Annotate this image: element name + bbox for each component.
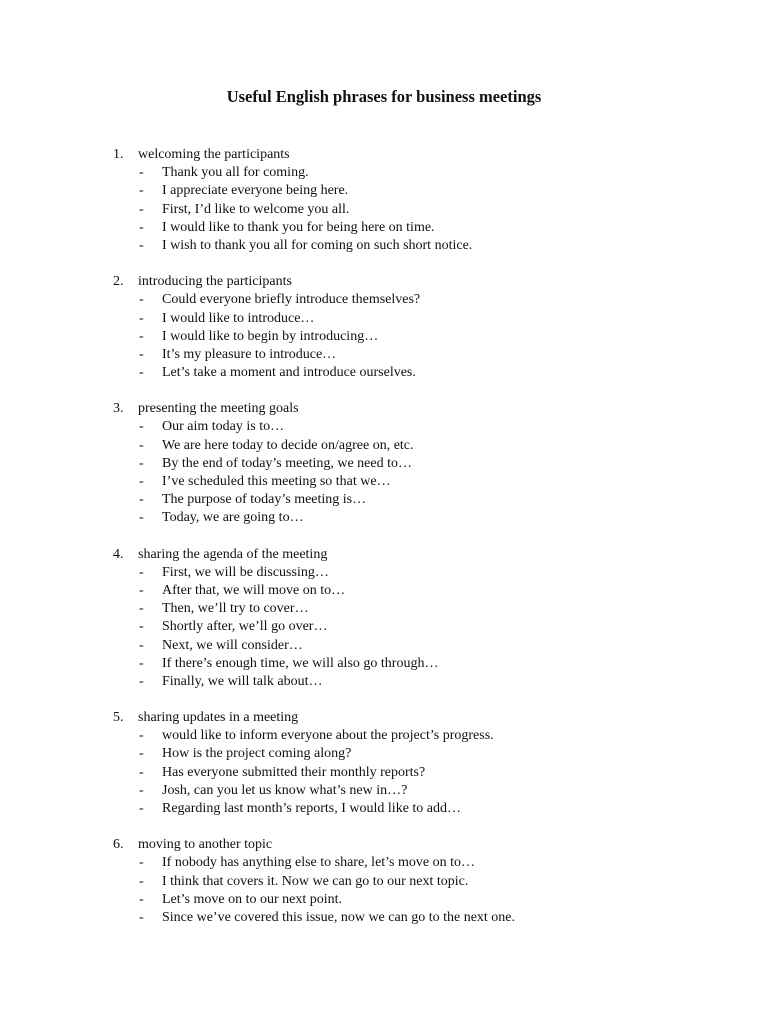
phrase-section [113, 273, 713, 382]
section-heading-row [113, 546, 713, 564]
list-item [113, 473, 713, 491]
bullet-dash: - [139, 310, 144, 326]
phrase-sections [113, 146, 713, 945]
list-item [113, 509, 713, 527]
phrase-text: I appreciate everyone being here. [162, 183, 349, 199]
bullet-dash: - [139, 673, 144, 689]
list-item [113, 291, 713, 309]
list-item [113, 437, 713, 455]
list-item [113, 618, 713, 636]
list-item [113, 310, 713, 328]
phrase-text: Then, we’ll try to cover… [162, 601, 309, 617]
phrase-text: I’ve scheduled this meeting so that we… [162, 474, 391, 489]
list-item [113, 764, 713, 782]
list-item [113, 655, 713, 673]
phrase-text: The purpose of today’s meeting is… [162, 492, 367, 508]
list-item [113, 891, 713, 909]
bullet-dash: - [139, 455, 144, 471]
phrase-section [113, 146, 713, 255]
bullet-dash: - [139, 365, 144, 381]
section-heading: presenting the meeting goals [138, 401, 299, 417]
phrase-list [113, 854, 713, 927]
bullet-dash: - [139, 619, 144, 635]
phrase-text: By the end of today’s meeting, we need to… [162, 455, 412, 471]
bullet-dash: - [139, 801, 144, 816]
list-item [113, 600, 713, 618]
list-item [113, 800, 713, 818]
section-heading: welcoming the participants [138, 147, 290, 162]
phrase-text: Josh, can you let us know what’s new in…? [162, 782, 408, 798]
bullet-dash: - [139, 782, 144, 798]
bullet-dash: - [139, 601, 144, 617]
phrase-text: I would like to begin by introducing… [162, 328, 379, 344]
phrase-section [113, 546, 713, 692]
section-heading-row [113, 273, 713, 291]
bullet-dash: - [139, 909, 144, 925]
phrase-text: I think that covers it. Now we can go to our next topic. [162, 873, 469, 889]
phrase-text: Thank you all for coming. [162, 165, 309, 181]
list-item [113, 237, 713, 255]
bullet-dash: - [139, 346, 144, 362]
list-item [113, 491, 713, 509]
bullet-dash: - [139, 637, 144, 653]
phrase-text: How is the project coming along? [162, 746, 352, 762]
list-item [113, 455, 713, 473]
section-heading: moving to another topic [138, 837, 273, 853]
bullet-dash: - [139, 474, 144, 489]
bullet-dash: - [139, 764, 144, 780]
list-item [113, 637, 713, 655]
phrase-text: Regarding last month’s reports, I would like to add… [162, 801, 462, 816]
phrase-text: If nobody has anything else to share, let’s move on to… [162, 855, 475, 871]
bullet-dash: - [139, 582, 144, 598]
section-heading: sharing the agenda of the meeting [138, 546, 328, 562]
phrase-text: Today, we are going to… [162, 510, 304, 526]
phrase-list [113, 727, 713, 818]
phrase-text: Has everyone submitted their monthly reports? [162, 764, 426, 780]
phrase-text: Our aim today is to… [162, 419, 285, 435]
section-number: 5. [113, 710, 124, 726]
phrase-section [113, 836, 713, 927]
list-item [113, 364, 713, 382]
section-heading-row [113, 709, 713, 727]
list-item [113, 418, 713, 436]
bullet-dash: - [139, 873, 144, 889]
section-number: 4. [113, 546, 124, 562]
list-item [113, 164, 713, 182]
phrase-list [113, 291, 713, 382]
bullet-dash: - [139, 492, 144, 508]
bullet-dash: - [139, 728, 144, 744]
section-heading-row [113, 400, 713, 418]
section-heading-row [113, 836, 713, 854]
list-item [113, 564, 713, 582]
phrase-text: I would like to introduce… [162, 310, 315, 326]
list-item [113, 873, 713, 891]
phrase-text: Could everyone briefly introduce themselves? [162, 292, 421, 308]
list-item [113, 201, 713, 219]
phrase-list [113, 164, 713, 255]
phrase-text: First, we will be discussing… [162, 564, 329, 580]
phrase-text: If there’s enough time, we will also go through… [162, 655, 439, 671]
list-item [113, 673, 713, 691]
phrase-text: Next, we will consider… [162, 637, 303, 653]
bullet-dash: - [139, 183, 144, 199]
phrase-text: I would like to thank you for being here on time. [162, 219, 435, 235]
section-number: 1. [113, 147, 124, 162]
section-number: 3. [113, 401, 124, 417]
phrase-text: would like to inform everyone about the project’s progress. [162, 728, 494, 744]
list-item [113, 854, 713, 872]
phrase-text: First, I’d like to welcome you all. [162, 201, 350, 217]
bullet-dash: - [139, 292, 144, 308]
phrase-section [113, 400, 713, 527]
bullet-dash: - [139, 437, 144, 453]
list-item [113, 328, 713, 346]
document-title: Useful English phrases for business meetings [226, 87, 542, 106]
list-item [113, 182, 713, 200]
phrase-text: It’s my pleasure to introduce… [162, 346, 337, 362]
list-item [113, 909, 713, 927]
list-item [113, 745, 713, 763]
section-number: 2. [113, 274, 124, 290]
section-heading-row [113, 146, 713, 164]
section-number: 6. [113, 837, 124, 853]
bullet-dash: - [139, 328, 144, 344]
phrase-text: I wish to thank you all for coming on such short notice. [162, 237, 473, 253]
phrase-text: Since we’ve covered this issue, now we can go to the next one. [162, 909, 516, 925]
section-heading: sharing updates in a meeting [138, 710, 299, 726]
list-item [113, 582, 713, 600]
bullet-dash: - [139, 237, 144, 253]
list-item [113, 219, 713, 237]
bullet-dash: - [139, 510, 144, 526]
phrase-text: We are here today to decide on/agree on, etc. [162, 437, 414, 453]
bullet-dash: - [139, 165, 144, 181]
bullet-dash: - [139, 419, 144, 435]
phrase-text: After that, we will move on to… [162, 582, 346, 598]
phrase-list [113, 564, 713, 691]
phrase-text: Finally, we will talk about… [162, 673, 323, 689]
list-item [113, 346, 713, 364]
bullet-dash: - [139, 891, 144, 907]
bullet-dash: - [139, 219, 144, 235]
bullet-dash: - [139, 564, 144, 580]
section-heading: introducing the participants [138, 274, 292, 290]
bullet-dash: - [139, 201, 144, 217]
list-item [113, 782, 713, 800]
bullet-dash: - [139, 855, 144, 871]
list-item [113, 727, 713, 745]
bullet-dash: - [139, 655, 144, 671]
phrase-text: Shortly after, we’ll go over… [162, 619, 328, 635]
phrase-text: Let’s take a moment and introduce ourselves. [162, 365, 416, 381]
bullet-dash: - [139, 746, 144, 762]
phrase-section [113, 709, 713, 818]
phrase-text: Let’s move on to our next point. [162, 891, 343, 907]
phrase-list [113, 418, 713, 527]
